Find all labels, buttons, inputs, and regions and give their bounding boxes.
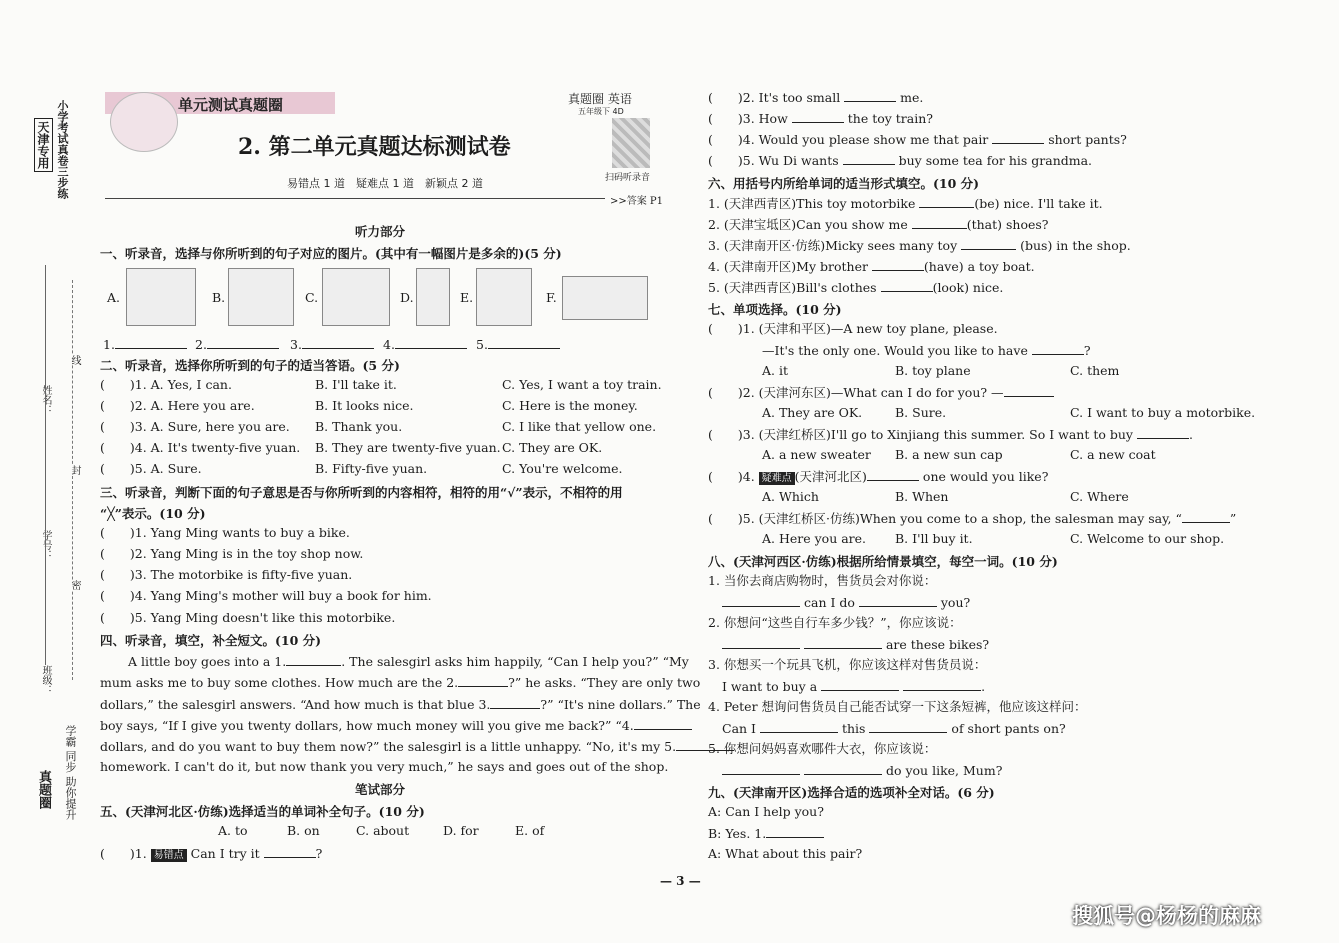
q3-5[interactable]: ( )5. Yang Ming doesn't like this motorbike.	[100, 610, 396, 625]
brand-sub: 学霸 同步 助你提升	[64, 725, 77, 820]
section-3-heading-cont: “╳”表示。(10 分)	[100, 506, 206, 521]
q7-1-line2: —It's the only one. Would you like to have ?	[762, 343, 1091, 358]
picture-b-shop-counter	[228, 268, 294, 326]
banner-title: 单元测试真题圈	[178, 96, 284, 114]
q6-3[interactable]: 3. (天津南开区·仿练)Micky sees many toy (bus) in the shop.	[708, 238, 1131, 253]
q7-3-opt-a: A. a new sweater	[762, 447, 871, 462]
q8-3-answer[interactable]: I want to buy a .	[722, 679, 986, 694]
q6-4[interactable]: 4. (天津南开区)My brother (have) a toy boat.	[708, 259, 1035, 274]
q7-3[interactable]: ( )3. (天津红桥区)I'll go to Xinjiang this summer. So I want to buy .	[708, 427, 1193, 442]
watermark: 搜狐号@杨杨的麻麻	[1072, 904, 1261, 928]
answer-1[interactable]: 1.	[103, 336, 187, 353]
q2-4-a[interactable]: ( )4. A. It's twenty-five yuan.	[100, 440, 301, 455]
q7-5[interactable]: ( )5. (天津红桥区·仿练)When you come to a shop, the salesman may say, “ ”	[708, 511, 1237, 526]
passage-line-5: dollars, and do you want to buy them now?” the salesgirl is a little unhappy. “No, it's my 5.	[100, 738, 734, 755]
q5-2[interactable]: ( )2. It's too small me.	[708, 90, 924, 105]
dialogue-line-2[interactable]: B: Yes. 1.	[708, 825, 824, 842]
passage-line-4: boy says, “If I give you twenty dollars, how much money will you give me back?” “4.	[100, 717, 692, 734]
cut-label-1: 线	[69, 355, 80, 365]
passage-line-2: mum asks me to buy some clothes. How much are the 2. ?” he asks. “They are only two	[100, 675, 701, 690]
qr-caption: 扫码听录音	[605, 173, 651, 183]
q7-4-opt-a: A. Which	[762, 489, 819, 504]
header-rule	[105, 198, 605, 199]
cut-label-3: 密	[69, 580, 80, 590]
passage-line-6: homework. I can't do it, but now thank you very much,” he says and goes out of the shop.	[100, 759, 669, 774]
pic-label-e: E.	[460, 290, 474, 305]
q8-2: 2. 你想问“这些自行车多少钱？”，你应该说：	[708, 615, 962, 630]
q7-1-opt-a: A. it	[762, 363, 788, 378]
option-c: C. about	[356, 823, 410, 838]
q2-5-b: B. Fifty-five yuan.	[315, 461, 428, 476]
dialogue-line-3: A: What about this pair?	[708, 846, 863, 861]
binding-strip	[30, 0, 88, 943]
q6-1[interactable]: 1. (天津西青区)This toy motorbike (be) nice. I'll take it.	[708, 196, 1103, 211]
q8-1-answer[interactable]: can I do you?	[722, 594, 970, 611]
picture-c-clothes-shop	[322, 268, 390, 326]
pic-label-b: B.	[212, 290, 226, 305]
picture-a-shoppers	[126, 268, 196, 326]
q2-2-a[interactable]: ( )2. A. Here you are.	[100, 398, 255, 413]
series-label: 真题圈 英语	[568, 92, 632, 106]
q7-4-opt-b: B. When	[895, 489, 949, 504]
q2-3-b: B. Thank you.	[315, 419, 403, 434]
q2-2-b: B. It looks nice.	[315, 398, 414, 413]
q7-3-opt-b: B. a new sun cap	[895, 447, 1003, 462]
pic-label-d: D.	[400, 290, 414, 305]
q7-3-opt-c: C. a new coat	[1070, 447, 1156, 462]
q7-5-opt-b: B. I'll buy it.	[895, 531, 973, 546]
section-5-heading: 五、(天津河北区·仿练)选择适当的单词补全句子。(10 分)	[100, 804, 425, 819]
q7-4[interactable]: ( )4. 疑难点 (天津河北区) one would you like?	[708, 469, 1049, 484]
q7-4-opt-c: C. Where	[1070, 489, 1129, 504]
answer-2[interactable]: 2.	[195, 336, 279, 353]
q2-4-c: C. They are OK.	[502, 440, 603, 455]
passage-blank-4[interactable]	[634, 717, 692, 730]
q2-2-c: C. Here is the money.	[502, 398, 638, 413]
section-7-heading: 七、单项选择。(10 分)	[708, 302, 842, 317]
answer-3[interactable]: 3.	[290, 336, 374, 353]
option-b: B. on	[287, 823, 320, 838]
page-number: — 3 —	[660, 874, 701, 888]
q6-2[interactable]: 2. (天津宝坻区)Can you show me (that) shoes?	[708, 217, 1049, 232]
q2-1-b: B. I'll take it.	[315, 377, 397, 392]
q7-2[interactable]: ( )2. (天津河东区)—What can I do for you? —	[708, 384, 1054, 401]
mascot-icon	[110, 92, 178, 152]
q7-1[interactable]: ( )1. (天津和平区)—A new toy plane, please.	[708, 321, 998, 336]
cut-label-2: 封	[69, 465, 80, 475]
section-6-heading: 六、用括号内所给单词的适当形式填空。(10 分)	[708, 176, 980, 191]
difficult-badge: 疑难点	[759, 472, 795, 485]
q8-5-answer[interactable]: do you like, Mum?	[722, 762, 1002, 779]
section-8-heading: 八、(天津河西区·仿练)根据所给情景填空，每空一词。(10 分)	[708, 554, 1058, 569]
picture-f-bus	[562, 276, 648, 320]
q8-4-answer[interactable]: Can I this of short pants on?	[722, 721, 1066, 736]
passage-blank-1[interactable]	[286, 653, 341, 666]
q7-1-opt-b: B. toy plane	[895, 363, 971, 378]
passage-blank-3[interactable]	[490, 696, 540, 709]
passage-line-1: A little boy goes into a 1. . The salesgirl asks him happily, “Can I help you?” “My	[128, 654, 689, 669]
q2-3-c: C. I like that yellow one.	[502, 419, 657, 434]
q2-1-a[interactable]: ( )1. A. Yes, I can.	[100, 377, 232, 392]
section-3-heading: 三、听录音，判断下面的句子意思是否与你所听到的内容相符，相符的用“√”表示，不相符的用	[100, 485, 623, 500]
answer-5[interactable]: 5.	[476, 336, 560, 353]
pic-label-f: F.	[546, 290, 557, 305]
brand-top: 天津专用	[34, 118, 53, 172]
q5-4[interactable]: ( )4. Would you please show me that pair short pants?	[708, 132, 1127, 147]
q7-2-opt-b: B. Sure.	[895, 405, 947, 420]
brand-mid: 小学考试真卷三步练	[56, 100, 69, 199]
q8-5: 5. 你想问妈妈喜欢哪件大衣，你应该说：	[708, 741, 937, 756]
q3-1[interactable]: ( )1. Yang Ming wants to buy a bike.	[100, 525, 350, 540]
q2-3-a[interactable]: ( )3. A. Sure, here you are.	[100, 419, 290, 434]
q7-2-opt-a: A. They are OK.	[762, 405, 863, 420]
q2-5-a[interactable]: ( )5. A. Sure.	[100, 461, 202, 476]
section-2-heading: 二、听录音，选择你所听到的句子的适当答语。(5 分)	[100, 358, 400, 373]
q3-4[interactable]: ( )4. Yang Ming's mother will buy a book for him.	[100, 588, 432, 603]
section-1-heading: 一、听录音，选择与你所听到的句子对应的图片。(其中有一幅图片是多余的)(5 分)	[100, 246, 562, 261]
grade-label: 五年级下 4D	[578, 107, 624, 116]
page-title: 2. 第二单元真题达标测试卷	[238, 134, 511, 160]
q2-1-c: C. Yes, I want a toy train.	[502, 377, 662, 392]
qr-code-icon[interactable]	[612, 118, 650, 168]
q7-5-opt-c: C. Welcome to our shop.	[1070, 531, 1225, 546]
q8-1: 1. 当你去商店购物时，售货员会对你说：	[708, 573, 937, 588]
answer-4[interactable]: 4.	[383, 336, 467, 353]
section-4-heading: 四、听录音，填空，补全短文。(10 分)	[100, 633, 322, 648]
q3-3[interactable]: ( )3. The motorbike is fifty-five yuan.	[100, 567, 353, 582]
passage-blank-2[interactable]	[458, 674, 508, 687]
field-line	[45, 265, 46, 665]
class-field: 班级：	[40, 665, 51, 695]
q2-5-c: C. You're welcome.	[502, 461, 623, 476]
q5-1[interactable]: ( )1. 易错点 Can I try it ?	[100, 846, 323, 861]
listening-heading: 听力部分	[355, 224, 406, 239]
q2-4-b: B. They are twenty-five yuan.	[315, 440, 501, 455]
section-9-heading: 九、(天津南开区)选择合适的选项补全对话。(6 分)	[708, 785, 995, 800]
q7-5-opt-a: A. Here you are.	[762, 531, 867, 546]
pic-label-a: A.	[107, 290, 121, 305]
error-prone-badge: 易错点	[151, 849, 187, 862]
option-d: D. for	[443, 823, 479, 838]
q7-2-opt-c: C. I want to buy a motorbike.	[1070, 405, 1256, 420]
picture-e-motorbike	[476, 268, 532, 326]
dialogue-line-1: A: Can I help you?	[708, 804, 824, 819]
option-e: E. of	[515, 823, 545, 838]
q8-4: 4. Peter 想询问售货员自己能否试穿一下这条短裤，他应该这样问：	[708, 699, 1087, 714]
q8-3: 3. 你想买一个玩具飞机，你应该这样对售货员说：	[708, 657, 987, 672]
option-a: A. to	[218, 823, 248, 838]
brand-bottom: 真题圈	[36, 770, 51, 809]
written-heading: 笔试部分	[355, 782, 406, 797]
answer-ref: >>答案 P1	[610, 196, 664, 207]
q5-5[interactable]: ( )5. Wu Di wants buy some tea for his grandma.	[708, 153, 1093, 168]
cut-line	[72, 280, 73, 680]
passage-line-3: dollars,” the salesgirl answers. “And how much is that blue 3. ?” “It's nine dollars.” The	[100, 697, 701, 712]
picture-d-coat	[416, 268, 450, 326]
pic-label-c: C.	[305, 290, 319, 305]
q5-3[interactable]: ( )3. How the toy train?	[708, 111, 933, 126]
q8-2-answer[interactable]: are these bikes?	[722, 636, 989, 653]
q3-2[interactable]: ( )2. Yang Ming is in the toy shop now.	[100, 546, 364, 561]
q6-5[interactable]: 5. (天津西青区)Bill's clothes (look) nice.	[708, 280, 1004, 295]
difficulty-stats: 易错点 1 道 疑难点 1 道 新颖点 2 道	[287, 177, 483, 190]
q7-1-opt-c: C. them	[1070, 363, 1120, 378]
